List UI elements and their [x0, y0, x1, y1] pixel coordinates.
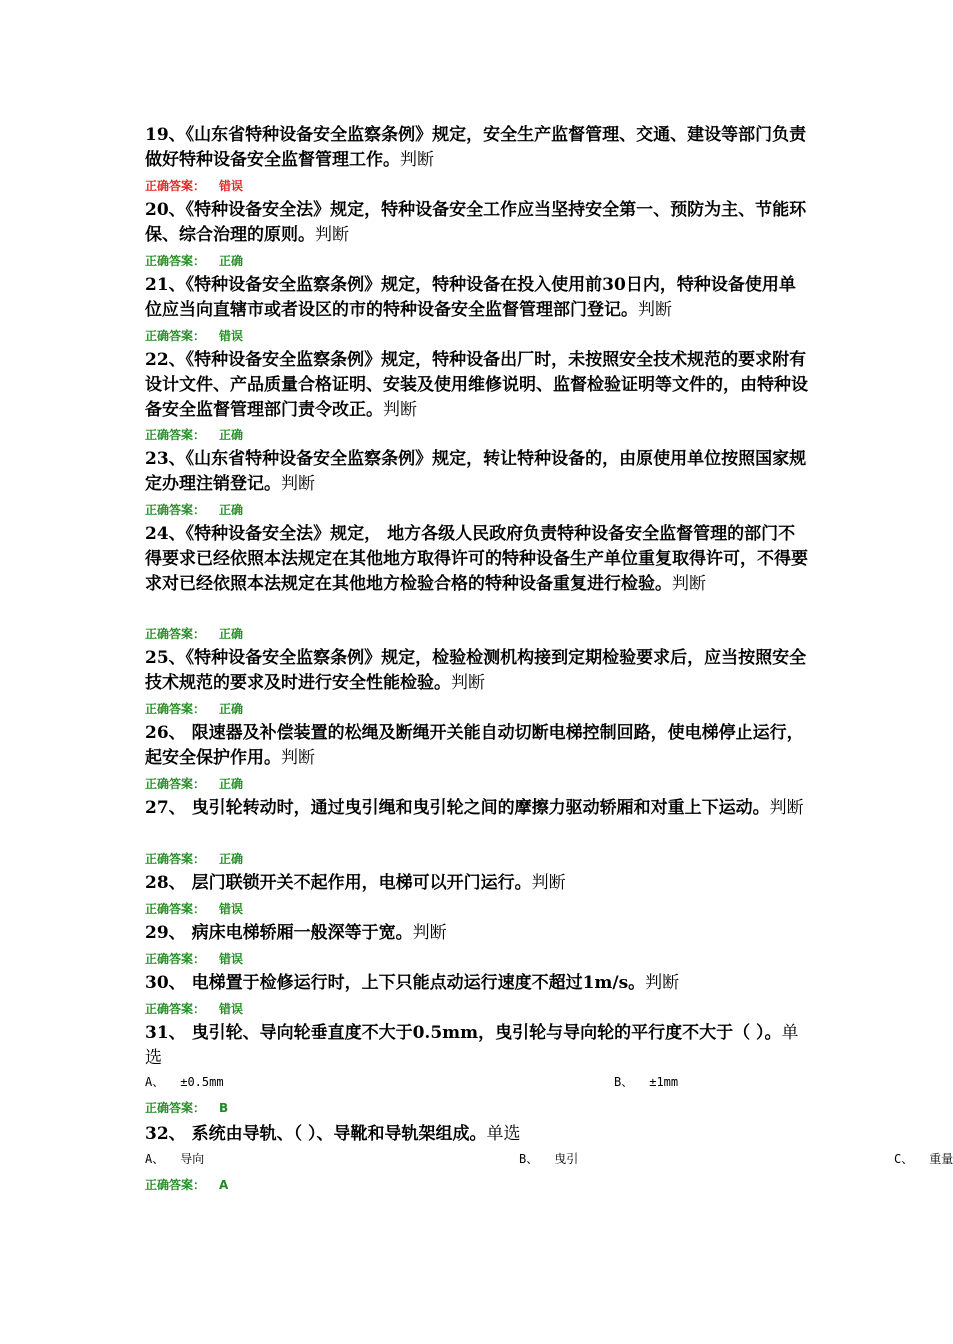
question-23 [145, 447, 810, 497]
question-type: 判断 [531, 873, 566, 893]
option-letter: B、 [519, 1152, 539, 1166]
answer-value: 正确 [219, 777, 244, 791]
question-31 [145, 1021, 810, 1071]
option-letter: A、 [145, 1152, 165, 1166]
question-type: 判断 [400, 150, 434, 170]
answer-26 [145, 776, 243, 792]
question-type: 判断 [315, 225, 349, 245]
answer-23 [145, 502, 243, 518]
question-29 [145, 921, 810, 946]
answer-label: 正确答案： [145, 777, 206, 791]
question-type: 判断 [281, 748, 315, 768]
option-b [614, 1074, 678, 1090]
question-30 [145, 971, 810, 996]
answer-value: 正确 [219, 852, 244, 866]
question-type: 判断 [383, 400, 417, 420]
answer-label: 正确答案： [145, 1101, 206, 1115]
answer-label: 正确答案： [145, 852, 206, 866]
question-type: 单选 [145, 1023, 799, 1068]
answer-value: 正确 [219, 428, 244, 442]
option-text: ±0.5mm [180, 1075, 224, 1089]
question-19 [145, 123, 810, 173]
question-25 [145, 646, 810, 696]
question-text: 27、 曳引轮转动时，通过曳引绳和曳引轮之间的摩擦力驱动轿厢和对重上下运动。 [145, 798, 770, 818]
question-type: 判断 [672, 574, 706, 594]
question-text: 25、《特种设备安全监察条例》规定，检验检测机构接到定期检验要求后，应当按照安全技术规范的要求及时进行安全性能检验。 [145, 648, 807, 693]
answer-28 [145, 901, 243, 917]
question-text: 28、 层门联锁开关不起作用，电梯可以开门运行。 [145, 873, 532, 893]
answer-29 [145, 951, 243, 967]
question-text: 29、 病床电梯轿厢一般深等于宽。 [145, 923, 413, 943]
answer-value: 正确 [219, 503, 244, 517]
answer-value: 错误 [219, 329, 244, 343]
option-a [145, 1074, 224, 1090]
answer-30 [145, 1001, 243, 1017]
option-c [894, 1151, 953, 1167]
question-text: 24、《特种设备安全法》规定， 地方各级人民政府负责特种设备安全监督管理的部门不得要求已经依照本法规定在其他地方取得许可的特种设备生产单位重复取得许可，不得要求对已经依照本法规定在其他地方检验合格的特种设备重复进行检验。 [145, 524, 808, 594]
answer-label: 正确答案： [145, 1002, 206, 1016]
answer-label: 正确答案： [145, 428, 206, 442]
answer-value: 正确 [219, 627, 244, 641]
question-type: 判断 [769, 798, 804, 818]
question-24 [145, 522, 810, 597]
question-21 [145, 273, 810, 323]
option-letter: C、 [894, 1152, 914, 1166]
option-text: 导向 [180, 1152, 205, 1166]
option-text: 曳引 [554, 1152, 579, 1166]
answer-27 [145, 851, 243, 867]
question-text: 30、 电梯置于检修运行时，上下只能点动运行速度不超过1m/s。 [145, 973, 646, 993]
answer-label: 正确答案： [145, 1178, 206, 1192]
answer-25 [145, 701, 243, 717]
option-text: ±1mm [649, 1075, 679, 1089]
answer-value: A [219, 1178, 229, 1192]
question-27 [145, 796, 810, 821]
question-text: 31、 曳引轮、导向轮垂直度不大于0.5mm，曳引轮与导向轮的平行度不大于（ ）。 [145, 1023, 782, 1043]
option-a [145, 1151, 204, 1167]
answer-label: 正确答案： [145, 254, 206, 268]
answer-value: 错误 [219, 902, 244, 916]
answer-value: 正确 [219, 702, 244, 716]
option-letter: B、 [614, 1075, 634, 1089]
question-text: 20、《特种设备安全法》规定，特种设备安全工作应当坚持安全第一、预防为主、节能环保、综合治理的原则。 [145, 200, 807, 245]
answer-label: 正确答案： [145, 952, 206, 966]
answer-label: 正确答案： [145, 503, 206, 517]
answer-31 [145, 1100, 228, 1116]
question-text: 32、 系统由导轨、（ ）、导靴和导轨架组成。 [145, 1124, 487, 1144]
answer-value: 错误 [219, 1002, 244, 1016]
answer-21 [145, 328, 243, 344]
answer-value: B [219, 1101, 229, 1115]
answer-24 [145, 626, 243, 642]
question-28 [145, 871, 810, 896]
question-text: 26、 限速器及补偿装置的松绳及断绳开关能自动切断电梯控制回路，使电梯停止运行，起安全保护作用。 [145, 723, 804, 768]
question-26 [145, 721, 810, 771]
option-b [519, 1151, 578, 1167]
answer-value: 错误 [219, 179, 244, 193]
question-text: 22、《特种设备安全监察条例》规定，特种设备出厂时，未按照安全技术规范的要求附有设计文件、产品质量合格证明、安装及使用维修说明、监督检验证明等文件的，由特种设备安全监督管理部门责令改正。 [145, 350, 808, 420]
question-type: 单选 [486, 1124, 521, 1144]
answer-label: 正确答案： [145, 179, 206, 193]
answer-19 [145, 178, 243, 194]
question-type: 判断 [412, 923, 447, 943]
question-type: 判断 [638, 300, 672, 320]
answer-22 [145, 427, 243, 443]
answer-label: 正确答案： [145, 627, 206, 641]
answer-label: 正确答案： [145, 329, 206, 343]
answer-label: 正确答案： [145, 902, 206, 916]
answer-32 [145, 1177, 228, 1193]
question-text: 21、《特种设备安全监察条例》规定，特种设备在投入使用前30日内，特种设备使用单位应当向直辖市或者设区的市的特种设备安全监督管理部门登记。 [145, 275, 796, 320]
question-32 [145, 1122, 810, 1147]
question-22 [145, 348, 810, 423]
option-letter: A、 [145, 1075, 165, 1089]
question-text: 19、《山东省特种设备安全监察条例》规定，安全生产监督管理、交通、建设等部门负责做好特种设备安全监督管理工作。 [145, 125, 807, 170]
answer-value: 正确 [219, 254, 244, 268]
question-type: 判断 [451, 673, 485, 693]
answer-label: 正确答案： [145, 702, 206, 716]
question-type: 判断 [645, 973, 680, 993]
answer-20 [145, 253, 243, 269]
option-text: 重量 [929, 1152, 953, 1166]
answer-value: 错误 [219, 952, 244, 966]
question-text: 23、《山东省特种设备安全监察条例》规定，转让特种设备的，由原使用单位按照国家规定办理注销登记。 [145, 449, 807, 494]
question-20 [145, 198, 810, 248]
question-type: 判断 [281, 474, 315, 494]
